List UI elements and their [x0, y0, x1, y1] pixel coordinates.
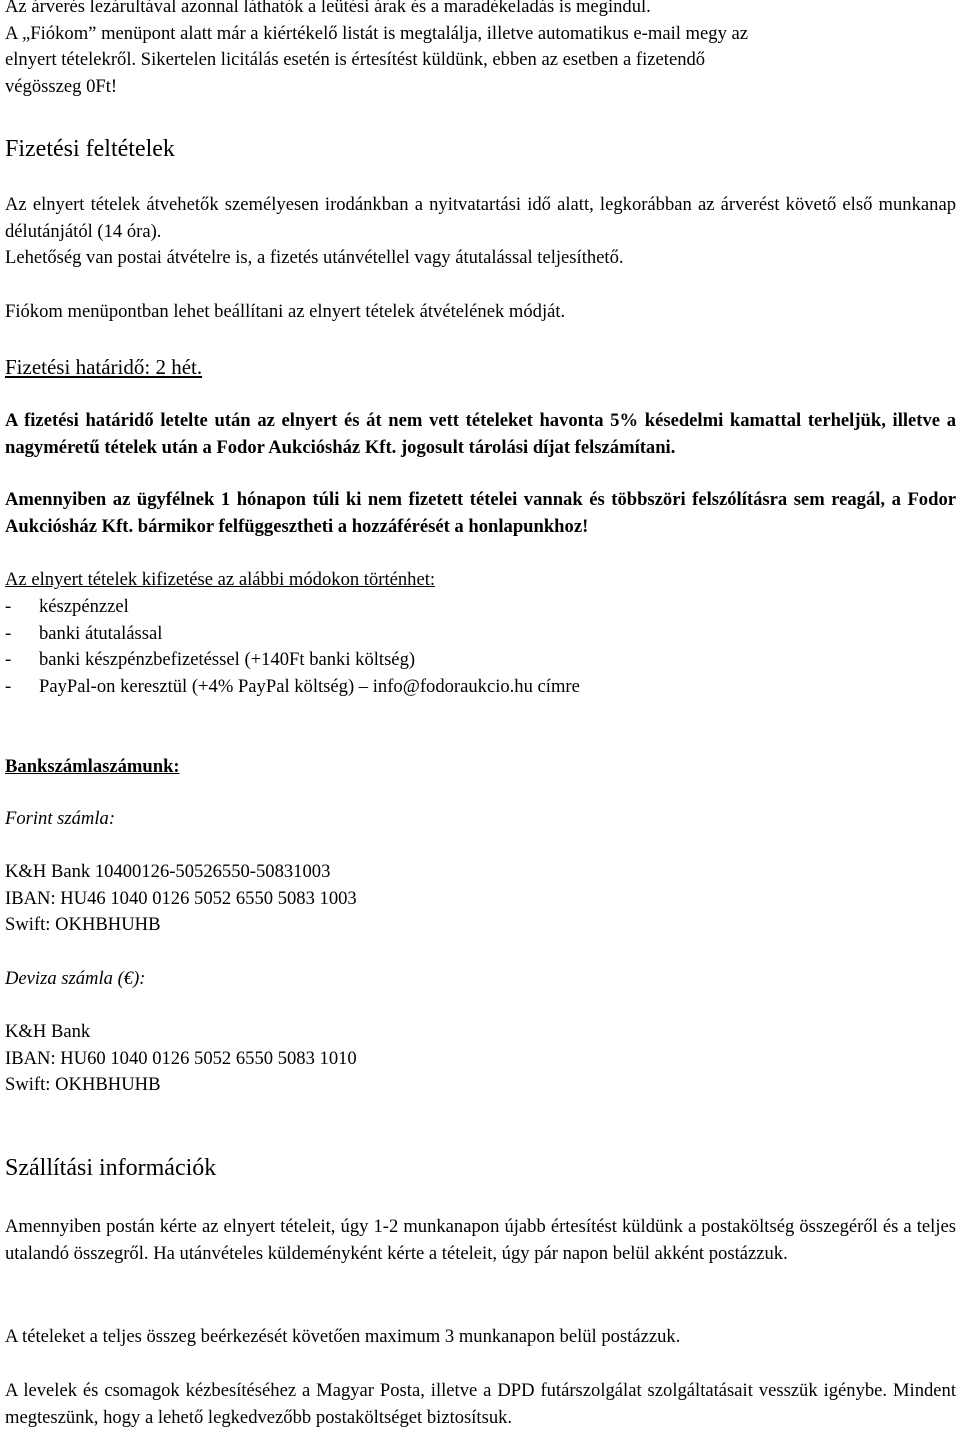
list-item [5, 621, 956, 648]
intro-paragraph [5, 0, 956, 100]
payment-deadline-heading: Fizetési határidő: 2 hét. [5, 355, 203, 379]
euro-account-label: Deviza számla (€): [5, 968, 146, 989]
shipping-heading: Szállítási információk [5, 1155, 217, 1181]
payment-method: PayPal-on keresztül (+4% PayPal költség) – info@fodoraukcio.hu címre [39, 675, 580, 697]
payment-methods-list [5, 594, 956, 700]
payment-method: banki átutalással [39, 622, 163, 644]
euro-account-details [5, 1019, 956, 1099]
payment-methods-intro: Az elnyert tételek kifizetése az alábbi módokon történhet: [5, 569, 436, 590]
payment-method: banki készpénzbefizetéssel (+140Ft banki költség) [39, 649, 416, 670]
account-line: K&H Bank 10400126-50526550-50831003 [5, 861, 331, 882]
list-dash: - [5, 596, 12, 617]
list-item [5, 647, 956, 674]
list-dash: - [5, 649, 12, 670]
payment-terms-paragraph-2: Lehetőség van postai átvételre is, a fizetés utánvétellel vagy átutalással teljesíthető. [5, 247, 624, 268]
list-dash: - [5, 675, 12, 697]
account-line: Swift: OKHBHUHB [5, 914, 161, 935]
account-line: IBAN: HU60 1040 0126 5052 6550 5083 1010 [5, 1047, 357, 1069]
intro-line: A „Fiókom” menüpont alatt már a kiértékelő listát is megtalálja, illetve automatikus e-mail megy az [5, 22, 749, 44]
payment-terms-paragraph-1: Az elnyert tételek átvehetők személyesen irodánkban a nyitvatartási idő alatt, legkorábban az árverést követő első munkanap délutánjától (14 óra). [5, 194, 956, 242]
account-line: IBAN: HU46 1040 0126 5052 6550 5083 1003 [5, 887, 357, 909]
intro-line: Az árverés lezárultával azonnal láthatók a leütési árak és a maradékeladás is megindul. [5, 0, 651, 17]
payment-terms-heading: Fizetési feltételek [5, 136, 175, 162]
payment-terms-paragraph-3: Fiókom menüpontban lehet beállítani az elnyert tételek átvételének módját. [5, 301, 566, 322]
account-line: K&H Bank [5, 1021, 91, 1042]
forint-account-label: Forint számla: [5, 808, 116, 829]
intro-line: végösszeg 0Ft! [5, 75, 118, 97]
list-item [5, 594, 956, 621]
suspension-notice: Amennyiben az ügyfélnek 1 hónapon túli ki nem fizetett tételei vannak és többszöri felszólításra sem reagál, a Fodor Aukciósház Kft. bármikor felfüggesztheti a hozzáférését a honlapunkhoz! [5, 489, 956, 537]
bank-accounts-heading: Bankszámlaszámunk: [5, 756, 180, 777]
shipping-paragraph-1: Amennyiben postán kérte az elnyert tételeit, úgy 1-2 munkanapon újabb értesítést küldünk a postaköltség összegéről és a teljes utalandó összegről. Ha utánvételes küldeményként kérte a tételeit, úgy pár napon belül akként postázzuk. [5, 1216, 956, 1264]
list-dash: - [5, 622, 12, 644]
late-fee-notice: A fizetési határidő letelte után az elnyert és át nem vett tételeket havonta 5% késedelmi kamattal terheljük, illetve a nagyméretű tételek után a Fodor Aukciósház Kft. jogosult tárolási díjat felszámítani. [5, 410, 956, 458]
payment-method: készpénzzel [39, 596, 129, 617]
account-line: Swift: OKHBHUHB [5, 1074, 161, 1095]
forint-account-details [5, 859, 956, 939]
shipping-paragraph-2: A tételeket a teljes összeg beérkezését követően maximum 3 munkanapon belül postázzuk. [5, 1326, 681, 1347]
list-item [5, 674, 956, 701]
shipping-paragraph-3: A levelek és csomagok kézbesítéséhez a Magyar Posta, illetve a DPD futárszolgálat szolgáltatásait vesszük igénybe. Mindent megteszünk, hogy a lehető legkedvezőbb postaköltséget biztosítsuk. [5, 1380, 956, 1428]
intro-line: elnyert tételekről. Sikertelen licitálás esetén is értesítést küldünk, ebben az esetben a fizetendő [5, 49, 706, 70]
